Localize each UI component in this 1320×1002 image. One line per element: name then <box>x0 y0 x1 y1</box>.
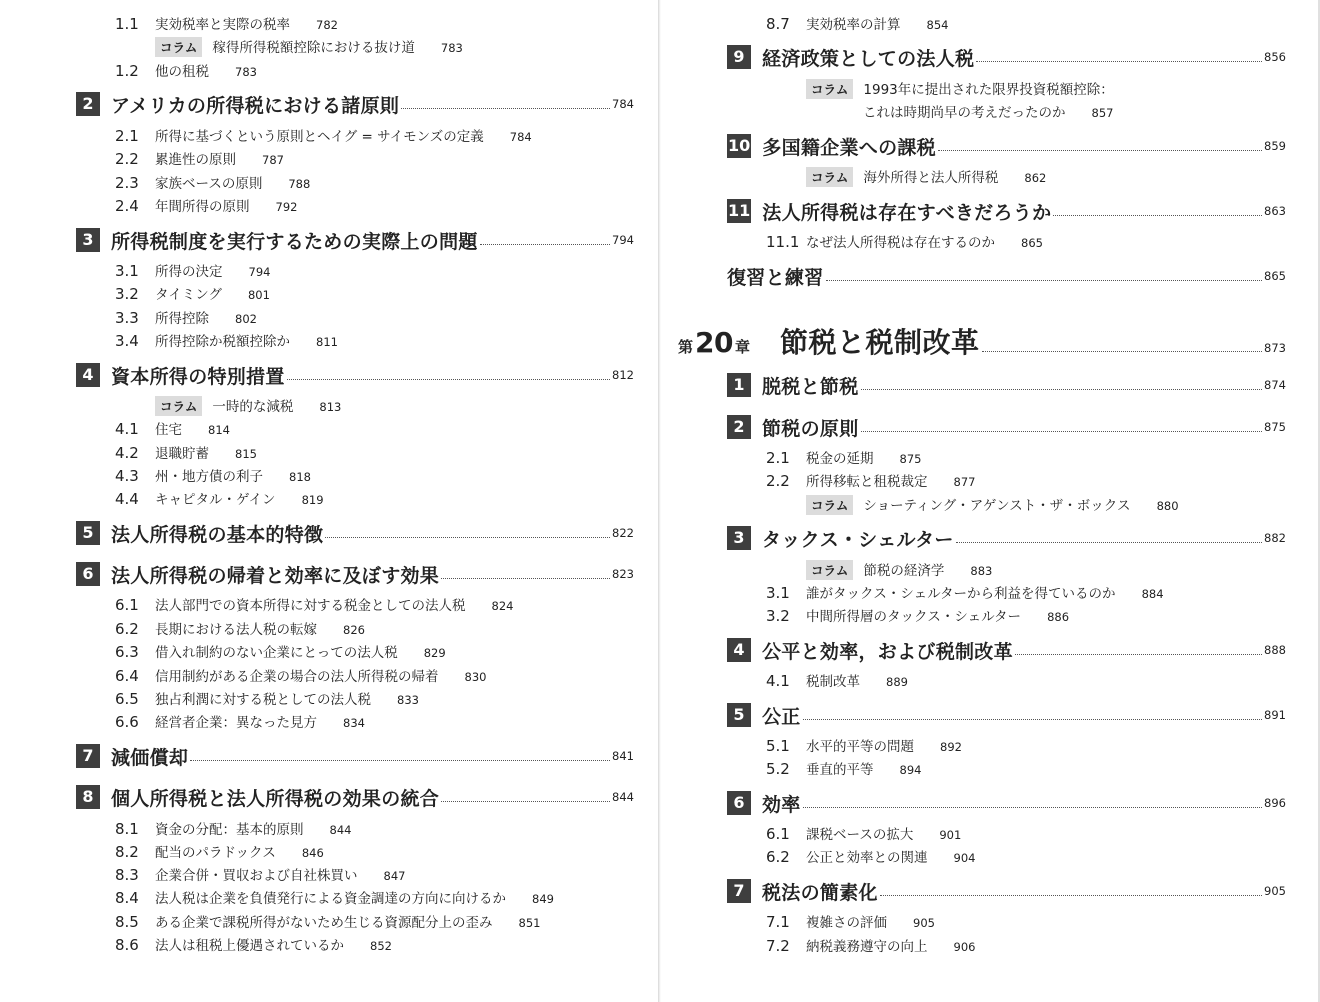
dot-leader <box>480 244 610 245</box>
toc-chapter-entry[interactable] <box>678 321 1286 361</box>
subsection-title: 垂直的平等 <box>806 762 874 778</box>
toc-subsection-entry[interactable] <box>115 688 419 710</box>
column-tag: コラム <box>155 396 202 416</box>
section-title: 法人所得税は存在すべきだろうか <box>762 201 1052 224</box>
page-number: 865 <box>1021 236 1043 250</box>
subsection-number: 6.1 <box>766 825 790 843</box>
subsection-number: 6.1 <box>115 596 139 614</box>
toc-subsection-entry[interactable] <box>115 260 270 282</box>
subsection-number: 4.2 <box>115 444 139 462</box>
subsection-title: 実効税率と実際の税率 <box>155 17 290 33</box>
subsection-title: 企業合併・買収および自社株買い <box>155 868 358 884</box>
page-number: 886 <box>1047 610 1070 624</box>
subsection-number: 8.3 <box>115 866 139 884</box>
subsection-title: 法人は租税上優遇されているか <box>155 938 344 954</box>
dot-leader <box>1053 215 1262 216</box>
subsection-title: 家族ベースの原則 <box>155 176 263 192</box>
page-number: 794 <box>248 265 271 279</box>
section-number-badge: 10 <box>727 134 751 158</box>
toc-column-entry[interactable] <box>155 36 463 58</box>
toc-section-entry[interactable] <box>76 228 634 252</box>
section-title: 個人所得税と法人所得税の効果の統合 <box>111 787 440 810</box>
page-number: 905 <box>1264 884 1286 898</box>
subsection-title: 年間所得の原則 <box>155 199 250 215</box>
page-number: 814 <box>208 423 230 437</box>
page-number: 846 <box>301 846 324 860</box>
page-number: 783 <box>235 65 257 79</box>
page-number: 862 <box>1024 171 1047 185</box>
dot-leader <box>325 537 610 538</box>
page-number: 906 <box>953 940 976 954</box>
toc-section-entry[interactable] <box>76 744 634 768</box>
section-number-badge: 11 <box>727 199 751 223</box>
section-title: 資本所得の特別措置 <box>111 365 285 388</box>
page-number: 818 <box>289 470 311 484</box>
toc-section-entry[interactable] <box>76 562 634 586</box>
subsection-title: 納税義務遵守の向上 <box>806 939 928 955</box>
dot-leader <box>401 108 610 109</box>
toc-column-entry-continued[interactable] <box>863 101 1113 123</box>
dot-leader <box>441 801 610 802</box>
toc-column-entry[interactable] <box>155 395 341 417</box>
subsection-number: 2.3 <box>115 174 139 192</box>
page-number: 812 <box>612 368 634 382</box>
page-number: 888 <box>1264 643 1286 657</box>
subsection-title: 実効税率の計算 <box>806 17 901 33</box>
toc-subsection-entry[interactable] <box>115 330 338 352</box>
subsection-number: 8.6 <box>115 936 139 954</box>
toc-column-entry[interactable] <box>806 559 992 581</box>
toc-subsection-entry[interactable] <box>766 13 948 35</box>
toc-subsection-entry[interactable] <box>766 605 1069 627</box>
toc-section-entry[interactable] <box>727 45 1286 69</box>
column-tag: コラム <box>806 79 853 99</box>
left-page <box>0 0 658 1002</box>
page-number: 875 <box>1264 420 1286 434</box>
toc-subsection-entry[interactable] <box>115 13 338 35</box>
section-title: 脱税と節税 <box>762 375 859 398</box>
subsection-title: 複雑さの評価 <box>806 915 887 931</box>
section-number-badge: 7 <box>76 744 100 768</box>
subsection-number: 2.4 <box>115 197 139 215</box>
section-number-badge: 4 <box>76 363 100 387</box>
toc-section-entry[interactable] <box>727 415 1286 439</box>
page-number: 802 <box>235 312 257 326</box>
subsection-title: 州・地方債の利子 <box>155 469 263 485</box>
section-number-badge: 8 <box>76 785 100 809</box>
toc-subsection-entry[interactable] <box>766 935 975 957</box>
page-number: 841 <box>612 749 634 763</box>
toc-subsection-entry[interactable] <box>115 195 297 217</box>
page-number: 905 <box>913 916 935 930</box>
subsection-title: 住宅 <box>155 422 182 438</box>
section-title: 経済政策としての法人税 <box>762 47 975 70</box>
dot-leader <box>956 542 1262 543</box>
page-number: 830 <box>464 670 487 684</box>
dot-leader <box>938 150 1262 151</box>
page-number: 844 <box>612 790 634 804</box>
section-number-badge: 6 <box>76 562 100 586</box>
column-title: ショーティング・アゲンスト・ザ・ボックス <box>863 498 1131 514</box>
section-number-badge: 5 <box>727 703 751 727</box>
page-number: 788 <box>288 177 311 191</box>
toc-section-entry[interactable] <box>727 526 1286 550</box>
section-number-badge: 2 <box>76 92 100 116</box>
page-number: 865 <box>1264 269 1286 283</box>
column-tag: コラム <box>155 37 202 57</box>
column-title: 一時的な減税 <box>212 399 294 415</box>
page-number: 857 <box>1091 106 1114 120</box>
toc-subsection-entry[interactable] <box>766 846 975 868</box>
subsection-title: 長期における法人税の転嫁 <box>155 622 317 638</box>
toc-subsection-entry[interactable] <box>115 665 486 687</box>
toc-subsection-entry[interactable] <box>115 172 310 194</box>
section-number-badge: 2 <box>727 415 751 439</box>
subsection-number: 3.3 <box>115 309 139 327</box>
toc-section-entry[interactable] <box>76 521 634 545</box>
subsection-number: 7.2 <box>766 937 790 955</box>
page-number: 849 <box>532 892 554 906</box>
page-number: 875 <box>899 452 922 466</box>
toc-column-entry[interactable] <box>806 166 1046 188</box>
toc-subsection-entry[interactable] <box>115 841 324 863</box>
subsection-title: 所得控除か税額控除か <box>155 334 290 350</box>
subsection-title: 所得の決定 <box>155 264 223 280</box>
page-number: 892 <box>940 740 962 754</box>
toc-subsection-entry[interactable] <box>766 231 1043 253</box>
subsection-title: 水平的平等の問題 <box>806 739 914 755</box>
page-number: 801 <box>247 288 270 302</box>
chapter-prefix: 第 <box>678 338 694 356</box>
toc-section-entry[interactable] <box>727 134 1286 158</box>
section-title: 公平と効率，および税制改革 <box>762 640 1013 663</box>
review-title: 復習と練習 <box>727 266 824 289</box>
section-number-badge: 6 <box>727 791 751 815</box>
subsection-title: 中間所得層のタックス・シェルター <box>806 609 1022 625</box>
page-number: 854 <box>926 18 949 32</box>
subsection-number: 8.7 <box>766 15 790 33</box>
page-number: 884 <box>1141 587 1164 601</box>
subsection-number: 11.1 <box>766 233 800 251</box>
subsection-number: 5.1 <box>766 737 790 755</box>
toc-section-entry[interactable] <box>76 92 634 116</box>
subsection-title: 経営者企業：異なった見方 <box>155 715 317 731</box>
page-number: 896 <box>1264 796 1286 810</box>
subsection-title: 配当のパラドックス <box>155 845 276 861</box>
toc-subsection-entry[interactable] <box>115 442 257 464</box>
page-number: 883 <box>970 564 993 578</box>
toc-section-entry[interactable] <box>727 791 1286 815</box>
column-tag: コラム <box>806 560 853 580</box>
dot-leader <box>190 760 610 761</box>
column-tag: コラム <box>806 167 853 187</box>
section-title: 法人所得税の帰着と効率に及ぼす効果 <box>111 564 440 587</box>
toc-subsection-entry[interactable] <box>115 711 365 733</box>
dot-leader <box>880 895 1262 896</box>
toc-column-entry[interactable] <box>806 494 1179 516</box>
page-number: 851 <box>518 916 541 930</box>
toc-subsection-entry[interactable] <box>115 934 392 956</box>
dot-leader <box>441 578 610 579</box>
section-number-badge: 5 <box>76 521 100 545</box>
subsection-number: 6.4 <box>115 667 139 685</box>
subsection-title: 公正と効率との関連 <box>806 850 928 866</box>
column-title: 稼得所得税額控除における抜け道 <box>212 40 415 56</box>
subsection-number: 2.2 <box>115 150 139 168</box>
page-number: 794 <box>612 233 634 247</box>
page-number: 819 <box>301 493 324 507</box>
subsection-title: キャピタル・ゲイン <box>155 492 276 508</box>
toc-subsection-entry[interactable] <box>115 125 532 147</box>
subsection-number: 6.2 <box>766 848 790 866</box>
subsection-title: タイミング <box>155 287 222 303</box>
page-number: 904 <box>953 851 976 865</box>
toc-review-entry[interactable] <box>727 263 1286 289</box>
subsection-number: 6.5 <box>115 690 139 708</box>
page-number: 882 <box>1264 531 1286 545</box>
chapter-title: 節税と税制改革 <box>780 326 980 359</box>
section-title: 公正 <box>762 705 801 728</box>
subsection-title: 法人税は企業を負債発行による資金調達の方向に向けるか <box>155 891 506 907</box>
toc-subsection-entry[interactable] <box>115 618 365 640</box>
dot-leader <box>826 280 1263 281</box>
subsection-number: 5.2 <box>766 760 790 778</box>
subsection-number: 1.2 <box>115 62 139 80</box>
column-title: 海外所得と法人所得税 <box>863 170 999 186</box>
page-number: 901 <box>939 828 962 842</box>
section-number-badge: 7 <box>727 879 751 903</box>
page-number: 811 <box>316 335 338 349</box>
section-title: アメリカの所得税における諸原則 <box>111 94 400 117</box>
section-number-badge: 3 <box>76 228 100 252</box>
page-number: 823 <box>612 567 634 581</box>
section-title: 効率 <box>762 793 801 816</box>
subsection-number: 2.2 <box>766 472 790 490</box>
subsection-title: 独占利潤に対する税としての法人税 <box>155 692 371 708</box>
subsection-title: 所得に基づくという原則とヘイグ = サイモンズの定義 <box>155 129 484 145</box>
page-number: 852 <box>370 939 392 953</box>
toc-subsection-entry[interactable] <box>115 148 284 170</box>
toc-section-entry[interactable] <box>76 785 634 809</box>
section-title: 多国籍企業への課税 <box>762 136 936 159</box>
toc-section-entry[interactable] <box>727 373 1286 397</box>
dot-leader <box>1015 654 1262 655</box>
toc-subsection-entry[interactable] <box>115 641 446 663</box>
toc-subsection-entry[interactable] <box>115 488 324 510</box>
toc-subsection-entry[interactable] <box>766 670 908 692</box>
toc-subsection-entry[interactable] <box>766 470 975 492</box>
subsection-number: 6.3 <box>115 643 139 661</box>
page-number: 822 <box>612 526 634 540</box>
subsection-number: 8.2 <box>115 843 139 861</box>
page-number: 815 <box>235 447 257 461</box>
subsection-number: 3.1 <box>115 262 139 280</box>
subsection-title: 所得控除 <box>155 311 209 327</box>
subsection-number: 2.1 <box>115 127 139 145</box>
right-page <box>661 0 1320 1002</box>
page-number: 783 <box>440 41 463 55</box>
toc-subsection-entry[interactable] <box>115 864 405 886</box>
page-number: 856 <box>1264 50 1286 64</box>
page-number: 880 <box>1156 499 1179 513</box>
subsection-title: 税金の延期 <box>806 451 874 467</box>
subsection-title: 累進性の原則 <box>155 152 236 168</box>
section-title: 所得税制度を実行するための実際上の問題 <box>111 230 478 253</box>
toc-subsection-entry[interactable] <box>766 582 1164 604</box>
dot-leader <box>861 389 1263 390</box>
dot-leader <box>861 431 1263 432</box>
toc-column-entry[interactable] <box>806 78 1114 100</box>
subsection-number: 3.2 <box>766 607 790 625</box>
section-title: 法人所得税の基本的特徴 <box>111 523 324 546</box>
chapter-number: 20 <box>695 326 733 359</box>
subsection-title: 法人部門での資本所得に対する税金としての法人税 <box>155 598 466 614</box>
subsection-title: ある企業で課税所得がないため生じる資源配分上の歪み <box>155 915 493 931</box>
column-title: 節税の経済学 <box>863 563 945 579</box>
subsection-number: 3.4 <box>115 332 139 350</box>
page-number: 874 <box>1264 378 1286 392</box>
toc-subsection-entry[interactable] <box>115 911 540 933</box>
toc-subsection-entry[interactable] <box>115 887 554 909</box>
page-number: 844 <box>329 823 352 837</box>
section-number-badge: 9 <box>727 45 751 69</box>
toc-subsection-entry[interactable] <box>115 818 351 840</box>
page-number: 784 <box>612 97 634 111</box>
subsection-title: 課税ベースの拡大 <box>806 827 914 843</box>
subsection-number: 4.1 <box>766 672 790 690</box>
chapter-suffix: 章 <box>734 338 750 356</box>
toc-subsection-entry[interactable] <box>766 758 921 780</box>
dot-leader <box>803 719 1262 720</box>
subsection-title: 借入れ制約のない企業にとっての法人税 <box>155 645 398 661</box>
subsection-title: 税制改革 <box>806 674 860 690</box>
toc-section-entry[interactable] <box>727 638 1286 662</box>
toc-subsection-entry[interactable] <box>115 307 257 329</box>
subsection-title: 他の租税 <box>155 64 209 80</box>
toc-subsection-entry[interactable] <box>766 911 935 933</box>
page-number: 889 <box>886 675 908 689</box>
page-number: 833 <box>397 693 419 707</box>
page-number: 863 <box>1264 204 1286 218</box>
page-number: 782 <box>316 18 338 32</box>
subsection-number: 6.2 <box>115 620 139 638</box>
page-number: 873 <box>1264 341 1286 355</box>
page-number: 891 <box>1264 708 1286 722</box>
toc-subsection-entry[interactable] <box>115 594 513 616</box>
page-number: 894 <box>899 763 922 777</box>
subsection-number: 6.6 <box>115 713 139 731</box>
toc-subsection-entry[interactable] <box>115 465 311 487</box>
page-number: 859 <box>1264 139 1286 153</box>
subsection-number: 3.2 <box>115 285 139 303</box>
section-title: 税法の簡素化 <box>762 881 878 904</box>
page-number: 824 <box>491 599 514 613</box>
subsection-number: 8.4 <box>115 889 139 907</box>
subsection-title: 資金の分配：基本的原則 <box>155 822 304 838</box>
page-number: 877 <box>953 475 976 489</box>
subsection-title: 信用制約がある企業の場合の法人所得税の帰着 <box>155 669 439 685</box>
subsection-number: 8.5 <box>115 913 139 931</box>
subsection-number: 7.1 <box>766 913 790 931</box>
subsection-title: 誰がタックス・シェルターから利益を得ているのか <box>806 586 1116 602</box>
subsection-title: 退職貯蓄 <box>155 446 209 462</box>
subsection-number: 1.1 <box>115 15 139 33</box>
dot-leader <box>976 61 1262 62</box>
page-number: 847 <box>383 869 406 883</box>
section-title: タックス・シェルター <box>762 528 954 551</box>
toc-subsection-entry[interactable] <box>766 823 961 845</box>
column-title: 1993年に提出された限界投資税額控除： <box>863 82 1114 98</box>
section-number-badge: 1 <box>727 373 751 397</box>
dot-leader <box>803 807 1262 808</box>
toc-section-entry[interactable] <box>727 703 1286 727</box>
subsection-number: 4.4 <box>115 490 139 508</box>
toc-section-entry[interactable] <box>727 199 1286 223</box>
dot-leader <box>287 379 610 380</box>
page-number: 826 <box>343 623 365 637</box>
toc-subsection-entry[interactable] <box>115 418 230 440</box>
subsection-number: 4.3 <box>115 467 139 485</box>
section-number-badge: 3 <box>727 526 751 550</box>
toc-subsection-entry[interactable] <box>115 60 257 82</box>
toc-subsection-entry[interactable] <box>766 447 921 469</box>
toc-subsection-entry[interactable] <box>115 283 270 305</box>
page-number: 829 <box>423 646 446 660</box>
page-number: 834 <box>343 716 365 730</box>
section-title: 減価償却 <box>111 746 189 769</box>
page-number: 792 <box>275 200 298 214</box>
page-number: 813 <box>319 400 342 414</box>
column-tag: コラム <box>806 495 853 515</box>
page-number: 787 <box>262 153 284 167</box>
subsection-title: 所得移転と租税裁定 <box>806 474 928 490</box>
subsection-number: 8.1 <box>115 820 139 838</box>
subsection-number: 4.1 <box>115 420 139 438</box>
section-number-badge: 4 <box>727 638 751 662</box>
toc-section-entry[interactable] <box>76 363 634 387</box>
toc-section-entry[interactable] <box>727 879 1286 903</box>
page-number: 784 <box>509 130 532 144</box>
subsection-title: なぜ法人所得税は存在するのか <box>806 235 995 251</box>
section-title: 節税の原則 <box>762 417 859 440</box>
subsection-number: 3.1 <box>766 584 790 602</box>
column-title: これは時期尚早の考えだったのか <box>863 105 1066 121</box>
toc-subsection-entry[interactable] <box>766 735 962 757</box>
dot-leader <box>982 351 1263 352</box>
subsection-number: 2.1 <box>766 449 790 467</box>
